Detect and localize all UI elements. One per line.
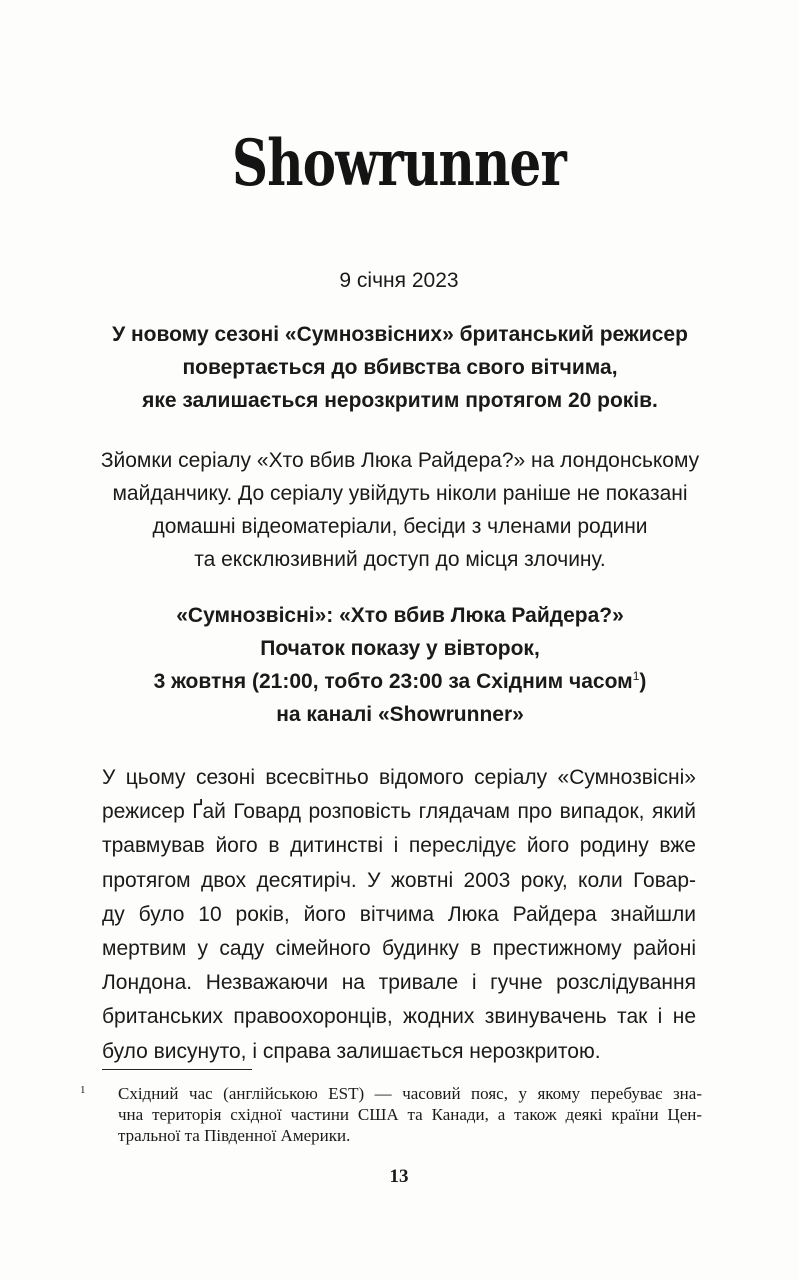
lead-line: домашні відеоматеріали, бесіди з членами родини bbox=[152, 515, 648, 538]
footnote-line: Східний час (англійською EST) — часовий пояс, у якому перебуває зна- bbox=[118, 1084, 702, 1103]
broadcast-announcement bbox=[60, 599, 740, 731]
announce-date-time bbox=[60, 665, 740, 698]
page-number: 13 bbox=[389, 1166, 409, 1187]
footnote-line: чна територія східної частини США та Канади, а також деякі країни Цен- bbox=[118, 1105, 702, 1124]
footnote-divider bbox=[102, 1069, 252, 1070]
headline-line: яке залишається нерозкритим протягом 20 років. bbox=[142, 389, 658, 412]
announce-premiere: Початок показу у вівторок, bbox=[260, 637, 540, 660]
footnote-reference: 1 bbox=[632, 669, 640, 683]
announce-date-close: ) bbox=[639, 670, 647, 693]
body-line: режисер Ґай Говард розповість глядачам про випадок, який bbox=[102, 800, 696, 824]
announce-channel: на каналі «Showrunner» bbox=[276, 703, 524, 726]
headline-line: У новому сезоні «Сумнозвісних» британський режисер bbox=[112, 323, 688, 346]
body-line: травмував його в дитинстві і переслідує його родину вже bbox=[102, 834, 696, 858]
announce-show-title: «Сумнозвісні»: «Хто вбив Люка Райдера?» bbox=[176, 604, 624, 627]
footnote-mark: 1 bbox=[80, 1084, 86, 1096]
body-line: протягом двох десятиріч. У жовтні 2003 року, коли Говар- bbox=[102, 868, 696, 892]
body-line: було висунуто, і справа залишається нерозкритою. bbox=[102, 1039, 601, 1063]
headline bbox=[60, 318, 740, 417]
lead-line: майданчику. До серіалу увійдуть ніколи раніше не показані bbox=[112, 482, 688, 505]
showrunner-logo: Showrunner bbox=[231, 126, 567, 201]
body-line: британських правоохоронців, жодних звинувачень так і не bbox=[102, 1005, 696, 1029]
lead-line: Зйомки серіалу «Хто вбив Люка Райдера?» на лондонському bbox=[100, 449, 700, 472]
body-line: Лондона. Незважаючи на тривале і гучне розслідування bbox=[102, 971, 696, 995]
footnote-line: тральної та Південної Америки. bbox=[118, 1126, 351, 1145]
publication-date: 9 січня 2023 bbox=[339, 269, 459, 292]
lead-paragraph bbox=[60, 444, 740, 576]
body-line: мертвим у саду сімейного будинку в престижному районі bbox=[102, 937, 696, 961]
footnote-text bbox=[118, 1083, 702, 1146]
body-line: ду було 10 років, його вітчима Люка Райдера знайшли bbox=[102, 902, 696, 926]
lead-line: та ексклюзивний доступ до місця злочину. bbox=[194, 548, 606, 571]
announce-date-text: 3 жовтня (21:00, тобто 23:00 за Східним часом bbox=[153, 670, 633, 693]
body-line: У цьому сезоні всесвітньо відомого серіалу «Сумнозвісні» bbox=[102, 766, 696, 789]
headline-line: повертається до вбивства свого вітчима, bbox=[182, 356, 618, 379]
body-paragraph bbox=[102, 761, 696, 1069]
